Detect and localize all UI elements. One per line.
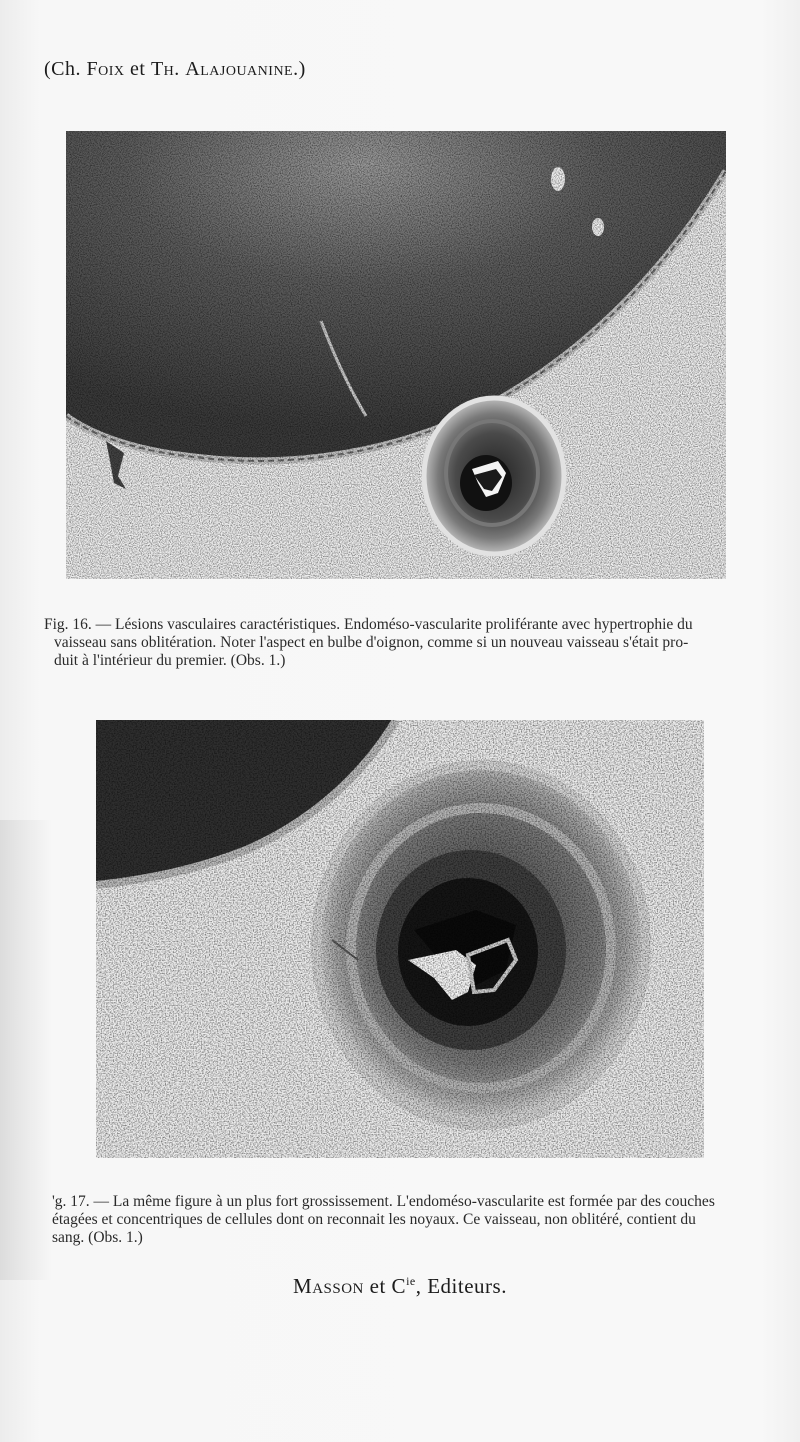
figure-17-caption — [52, 1193, 748, 1247]
publisher-footer: Masson et $C^{ie}$, Editeurs. — [293, 1274, 507, 1298]
caption-line: duit à l'intérieur du premier. (Obs. 1.) — [54, 652, 286, 669]
caption-line: étagées et concentriques de cellules dont on reconnait les noyaux. Ce vaisseau, non oblitéré, contient du — [52, 1211, 696, 1228]
caption-line: sang. (Obs. 1.) — [52, 1229, 143, 1246]
paper-edge-shadow — [0, 820, 52, 1280]
figure-16-caption — [44, 616, 760, 670]
caption-line: vaisseau sans oblitération. Noter l'aspect en bulbe d'oignon, comme si un nouveau vaisseau s'était pro- — [54, 634, 689, 651]
author-header: (Ch. Foix et Th. Alajouanine.) — [44, 58, 306, 80]
figure-16-micrograph — [66, 131, 726, 579]
caption-line: 'g. 17. — La même figure à un plus fort grossissement. L'endoméso-vascularite est formée par des couches — [52, 1193, 715, 1210]
figure-17-micrograph — [96, 720, 704, 1158]
caption-line: Fig. 16. — Lésions vasculaires caractéristiques. Endoméso-vascularite proliférante avec hypertrophie du — [44, 616, 693, 633]
